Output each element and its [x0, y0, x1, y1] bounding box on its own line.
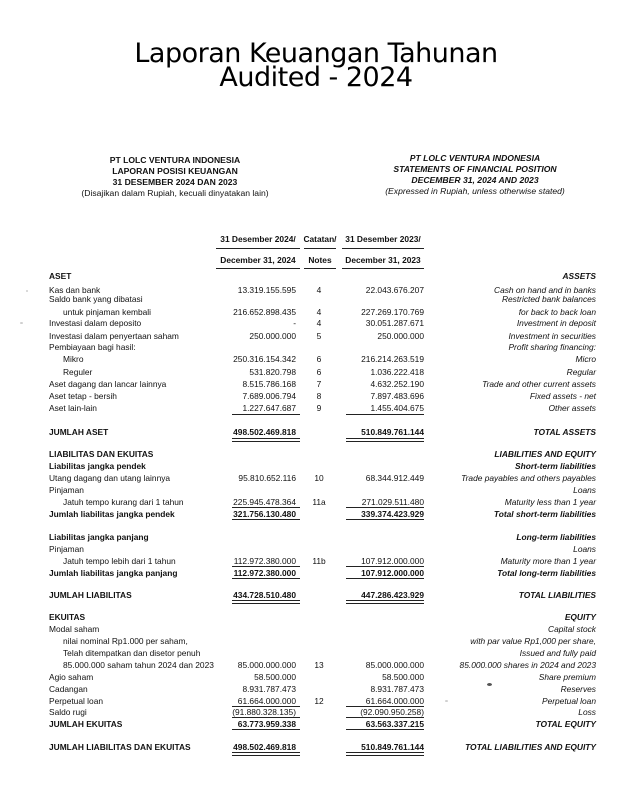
row-label-id: Pinjaman: [49, 544, 84, 554]
row-label-en: TOTAL LIABILITIES: [518, 590, 596, 600]
value-2024: 85.000.000.000: [237, 660, 296, 670]
table-row: [0, 672, 632, 684]
scan-speck: [26, 290, 28, 292]
value-2023: 339.374.423.929: [361, 509, 424, 519]
table-row: [0, 742, 632, 754]
row-label-en: Other assets: [548, 403, 596, 413]
table-row: [0, 624, 632, 636]
row-label-id: Investasi dalam penyertaan saham: [49, 331, 179, 341]
table-row: [0, 427, 632, 439]
note-ref: 5: [316, 331, 322, 341]
value-2023: 447.286.423.929: [361, 590, 424, 600]
row-label-en: EQUITY: [564, 612, 596, 622]
subtotal-rule: [232, 414, 300, 415]
row-label-en: Short-term liabilities: [515, 461, 596, 471]
row-label-id: nilai nominal Rp1.000 per saham,: [63, 636, 188, 646]
value-2024: 8.515.786.168: [242, 379, 296, 389]
row-label-en: TOTAL LIABILITIES AND EQUITY: [465, 742, 596, 752]
value-2023: 85.000.000.000: [365, 660, 424, 670]
row-label-id: Cadangan: [49, 684, 88, 694]
total-double-rule: [346, 752, 424, 756]
table-row: [0, 379, 632, 391]
table-row: [0, 342, 632, 354]
row-label-en: Issued and fully paid: [519, 648, 596, 658]
total-double-rule: [232, 752, 300, 756]
row-label-id: Agio saham: [49, 672, 94, 682]
row-label-id: Mikro: [63, 354, 84, 364]
value-2024: 95.810.652.116: [238, 473, 296, 483]
value-2023: 1.455.404.675: [370, 403, 424, 413]
row-label-en: Regular: [566, 367, 596, 377]
row-label-id: Jumlah liabilitas jangka panjang: [49, 568, 178, 578]
row-label-en: 85.000.000 shares in 2024 and 2023: [459, 660, 596, 670]
subtotal-rule: [232, 717, 300, 718]
row-label-en: Profit sharing financing:: [508, 342, 596, 352]
value-2024: 61.664.000.000: [237, 696, 296, 706]
total-double-rule: [346, 438, 424, 442]
value-2024: 1.227.647.687: [242, 403, 296, 413]
row-label-id: Liabilitas jangka pendek: [49, 461, 146, 471]
row-label-id: JUMLAH ASET: [49, 427, 109, 437]
table-row: [0, 354, 632, 366]
row-label-id: JUMLAH LIABILITAS: [49, 590, 132, 600]
scan-speck: [20, 322, 23, 324]
column-header-notes-en: Notes: [308, 255, 332, 265]
value-2023: 227.269.170.769: [361, 307, 424, 317]
row-label-en: Reserves: [560, 684, 596, 694]
header-english: [360, 153, 590, 197]
row-label-en: TOTAL EQUITY: [535, 719, 596, 729]
value-2024: 8.931.787.473: [242, 684, 296, 694]
table-row: [0, 391, 632, 403]
table-row: [0, 568, 632, 580]
row-label-en: Total long-term liabilities: [497, 568, 596, 578]
subtotal-rule: [346, 706, 424, 707]
row-label-id: Investasi dalam deposito: [49, 318, 142, 328]
row-label-en: Loans: [573, 485, 596, 495]
value-2023: 510.849.761.144: [361, 427, 424, 437]
table-row: [0, 707, 632, 719]
row-label-en: Loans: [573, 544, 596, 554]
row-label-id: LIABILITAS DAN EKUITAS: [49, 449, 154, 459]
row-label-id: Modal saham: [49, 624, 100, 634]
note-ref: 13: [314, 660, 324, 670]
table-row: [0, 271, 632, 283]
report-name-en: STATEMENTS OF FINANCIAL POSITION: [393, 164, 557, 174]
subtotal-rule: [232, 519, 300, 520]
header-rule-notes: [304, 268, 336, 269]
table-row: [0, 461, 632, 473]
note-ref: 11a: [312, 497, 326, 507]
subtotal-rule: [346, 519, 424, 520]
table-row: [0, 636, 632, 648]
table-row: [0, 497, 632, 509]
subtotal-rule: [346, 507, 424, 508]
value-2023: 4.632.252.190: [370, 379, 424, 389]
row-label-id: Pinjaman: [49, 485, 84, 495]
value-2024: 112.972.380.000: [233, 568, 296, 578]
row-label-id: 85.000.000 saham tahun 2024 dan 2023: [63, 660, 214, 670]
row-label-id: Perpetual loan: [49, 696, 104, 706]
value-2024: -: [293, 318, 296, 328]
row-label-en: LIABILITIES AND EQUITY: [494, 449, 596, 459]
row-label-en: Loss: [578, 707, 596, 717]
table-row: [0, 403, 632, 415]
row-label-en: Perpetual loan: [541, 696, 596, 706]
value-2024: 13.319.155.595: [237, 285, 296, 295]
column-header-2024-en: December 31, 2024: [220, 255, 296, 265]
header-underline-2024: [216, 248, 300, 249]
note-ref: 4: [316, 285, 322, 295]
column-header-notes-id: Catatan/: [303, 234, 337, 244]
row-label-en: ASSETS: [562, 271, 596, 281]
report-name-id: LAPORAN POSISI KEUANGAN: [112, 166, 238, 176]
table-row: [0, 660, 632, 672]
subtotal-rule: [346, 717, 424, 718]
row-label-id: ASET: [49, 271, 72, 281]
table-row: [0, 509, 632, 521]
subtotal-rule: [232, 507, 300, 508]
note-ref: 9: [316, 403, 322, 413]
row-label-en: Maturity less than 1 year: [504, 497, 596, 507]
value-2024: 63.773.959.338: [237, 719, 296, 729]
currency-note-en: (Expressed in Rupiah, unless otherwise stated): [385, 186, 565, 196]
row-label-en: Investment in securities: [508, 331, 596, 341]
total-double-rule: [232, 600, 300, 604]
total-double-rule: [232, 438, 300, 442]
report-date-en: DECEMBER 31, 2024 AND 2023: [411, 175, 539, 185]
company-name-id: PT LOLC VENTURA INDONESIA: [109, 155, 241, 165]
value-2023: 250.000.000: [377, 331, 424, 341]
value-2024: (91.880.328.135): [232, 707, 296, 717]
table-row: [0, 719, 632, 731]
row-label-id: Reguler: [63, 367, 93, 377]
value-2024: 250.000.000: [249, 331, 296, 341]
value-2024: 434.728.510.480: [233, 590, 296, 600]
row-label-en: Maturity more than 1 year: [500, 556, 596, 566]
currency-note-id: (Disajikan dalam Rupiah, kecuali dinyatakan lain): [81, 188, 269, 198]
row-label-id: Utang dagang dan utang lainnya: [49, 473, 171, 483]
subtotal-rule: [346, 729, 424, 730]
table-row: [0, 318, 632, 330]
value-2023: 216.214.263.519: [361, 354, 424, 364]
row-label-en: Cash on hand and in banks: [494, 285, 596, 295]
value-2023: 7.897.483.696: [370, 391, 424, 401]
note-ref: 6: [316, 354, 322, 364]
row-label-id: Liabilitas jangka panjang: [49, 532, 149, 542]
report-date-id: 31 DESEMBER 2024 DAN 2023: [112, 177, 238, 187]
value-2023: 61.664.000.000: [365, 696, 424, 706]
note-ref: 7: [316, 379, 322, 389]
table-row: [0, 449, 632, 461]
note-ref: 10: [314, 473, 324, 483]
subtotal-rule: [232, 706, 300, 707]
row-label-id: Saldo rugi: [49, 707, 87, 717]
row-label-en: Share premium: [538, 672, 596, 682]
row-label-id: Aset lain-lain: [49, 403, 97, 413]
value-2023: 8.931.787.473: [370, 684, 424, 694]
row-label-id: EKUITAS: [49, 612, 86, 622]
row-label-en: Long-term liabilities: [516, 532, 596, 542]
header-indonesian: [60, 155, 290, 199]
row-label-id: Jatuh tempo lebih dari 1 tahun: [63, 556, 176, 566]
document-title-line1: Laporan Keuangan Tahunan: [134, 38, 498, 69]
value-2024: 321.756.130.480: [233, 509, 296, 519]
table-row: [0, 648, 632, 660]
row-label-id: Pembiayaan bagi hasil:: [49, 342, 136, 352]
value-2023: 107.912.000.000: [361, 568, 424, 578]
row-label-en: Investment in deposit: [516, 318, 596, 328]
value-2024: 498.502.469.818: [233, 742, 296, 752]
document-title-line2: Audited - 2024: [219, 62, 413, 93]
note-ref: 6: [316, 367, 322, 377]
value-2024: 7.689.006.794: [242, 391, 296, 401]
subtotal-rule: [232, 729, 300, 730]
row-label-id: Kas dan bank: [49, 285, 101, 295]
header-underline-notes: [304, 248, 336, 249]
value-2023: 68.344.912.449: [365, 473, 424, 483]
row-label-id: untuk pinjaman kembali: [63, 307, 151, 317]
table-row: [0, 367, 632, 379]
table-row: [0, 294, 632, 306]
table-row: [0, 532, 632, 544]
value-2023: 58.500.000: [382, 672, 424, 682]
note-ref: 4: [316, 318, 322, 328]
table-row: [0, 544, 632, 556]
value-2023: 271.029.511.480: [361, 497, 424, 507]
row-label-id: Aset tetap - bersih: [49, 391, 117, 401]
row-label-en: Restricted bank balances: [501, 294, 596, 304]
header-underline-2023: [342, 248, 424, 249]
subtotal-rule: [232, 578, 300, 579]
value-2023: 30.051.287.671: [365, 318, 424, 328]
value-2023: 1.036.222.418: [370, 367, 424, 377]
value-2024: 225.945.478.364: [233, 497, 296, 507]
value-2024: 58.500.000: [254, 672, 296, 682]
scan-speck: [445, 700, 448, 702]
note-ref: 12: [314, 696, 324, 706]
value-2024: 498.502.469.818: [233, 427, 296, 437]
subtotal-rule: [232, 566, 300, 567]
value-2023: 22.043.676.207: [365, 285, 424, 295]
subtotal-rule: [346, 414, 424, 415]
table-row: [0, 556, 632, 568]
value-2024: 112.972.380.000: [233, 556, 296, 566]
company-name-en: PT LOLC VENTURA INDONESIA: [409, 153, 541, 163]
column-header-2024-id: 31 Desember 2024/: [220, 234, 296, 244]
row-label-id: JUMLAH LIABILITAS DAN EKUITAS: [49, 742, 191, 752]
row-label-en: with par value Rp1,000 per share,: [470, 636, 596, 646]
value-2023: 510.849.761.144: [361, 742, 424, 752]
row-label-id: Telah ditempatkan dan disetor penuh: [63, 648, 201, 658]
note-ref: 4: [316, 307, 322, 317]
value-2024: 250.316.154.342: [233, 354, 296, 364]
table-row: [0, 684, 632, 696]
value-2024: 216.652.898.435: [233, 307, 296, 317]
row-label-id: Saldo bank yang dibatasi: [49, 294, 143, 304]
row-label-en: Total short-term liabilities: [493, 509, 596, 519]
value-2023: 107.912.000.000: [361, 556, 424, 566]
subtotal-rule: [346, 566, 424, 567]
row-label-id: JUMLAH EKUITAS: [49, 719, 123, 729]
scan-speck: [487, 683, 492, 686]
table-row: [0, 485, 632, 497]
row-label-id: Aset dagang dan lancar lainnya: [49, 379, 167, 389]
value-2024: 531.820.798: [249, 367, 296, 377]
row-label-en: Trade payables and others payables: [461, 473, 596, 483]
table-row: [0, 590, 632, 602]
row-label-en: Trade and other current assets: [482, 379, 596, 389]
value-2023: 63.563.337.215: [365, 719, 424, 729]
header-rule-2024: [216, 268, 300, 269]
row-label-id: Jumlah liabilitas jangka pendek: [49, 509, 175, 519]
row-label-en: TOTAL ASSETS: [533, 427, 596, 437]
row-label-en: Micro: [575, 354, 596, 364]
note-ref: 11b: [312, 556, 326, 566]
subtotal-rule: [346, 578, 424, 579]
table-row: [0, 473, 632, 485]
row-label-en: for back to back loan: [518, 307, 596, 317]
column-header-2023-id: 31 Desember 2023/: [345, 234, 421, 244]
value-2023: (92.090.950.258): [360, 707, 424, 717]
row-label-en: Fixed assets - net: [529, 391, 596, 401]
row-label-id: Jatuh tempo kurang dari 1 tahun: [63, 497, 184, 507]
note-ref: 8: [316, 391, 322, 401]
header-rule-2023: [342, 268, 424, 269]
row-label-en: Capital stock: [548, 624, 596, 634]
total-double-rule: [346, 600, 424, 604]
column-header-2023-en: December 31, 2023: [345, 255, 421, 265]
table-row: [0, 612, 632, 624]
